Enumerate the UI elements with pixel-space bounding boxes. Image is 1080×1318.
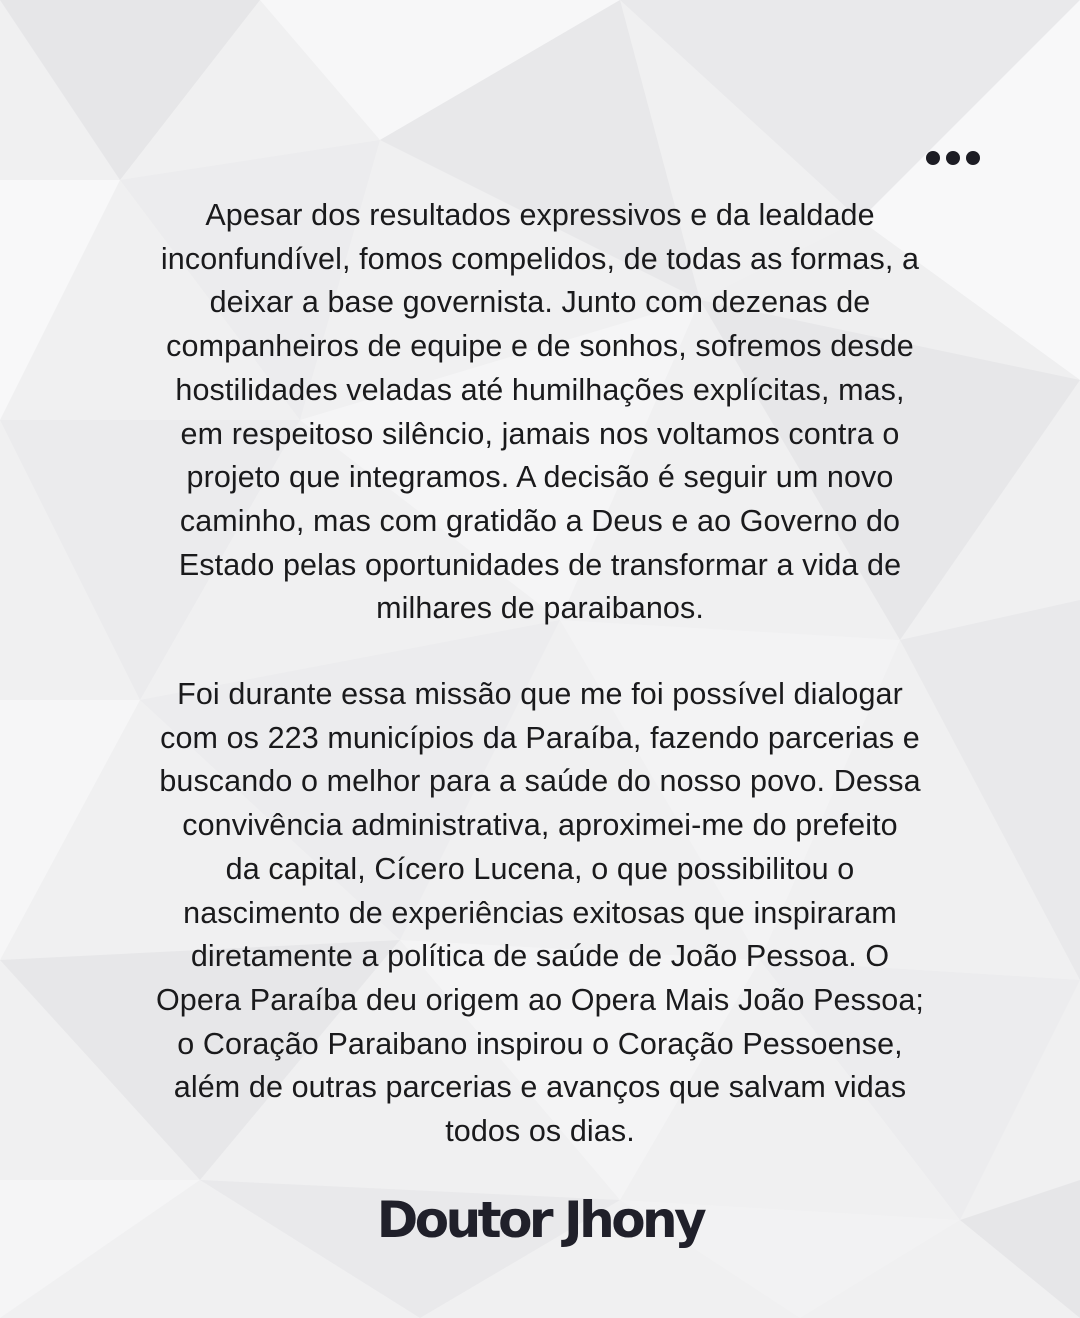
text-line: o Coração Paraibano inspirou o Coração Pessoense,	[177, 1026, 903, 1061]
dot	[966, 151, 980, 165]
text-line: diretamente a política de saúde de João Pessoa. O	[190, 939, 890, 974]
text-line: projeto que integramos. A decisão é seguir um novo	[186, 460, 894, 495]
paragraph-1	[80, 194, 1000, 631]
text-line: com os 223 municípios da Paraíba, fazendo parcerias e	[160, 720, 920, 755]
dot	[926, 151, 940, 165]
text-line: Estado pelas oportunidades de transformar a vida de	[178, 547, 902, 582]
text-line: Apesar dos resultados expressivos e da lealdade	[205, 198, 875, 232]
more-options-icon	[926, 148, 986, 168]
text-line: inconfundível, fomos compelidos, de todas as formas, a	[160, 241, 920, 276]
text-line: convivência administrativa, aproximei-me do prefeito	[182, 808, 898, 843]
text-line: todos os dias.	[445, 1114, 635, 1149]
text-line: deixar a base governista. Junto com dezenas de	[209, 285, 871, 320]
text-line: Opera Paraíba deu origem ao Opera Mais João Pessoa;	[155, 982, 925, 1017]
text-line: nascimento de experiências exitosas que inspiraram	[183, 895, 897, 930]
text-line: caminho, mas com gratidão a Deus e ao Governo do	[179, 503, 901, 538]
text-line: hostilidades veladas até humilhações explícitas, mas,	[175, 372, 905, 407]
text-line: além de outras parcerias e avanços que salvam vidas	[173, 1070, 907, 1105]
text-line: buscando o melhor para a saúde do nosso povo. Dessa	[159, 764, 921, 799]
signature-logo: Doutor Jhony	[376, 1191, 704, 1249]
dot	[946, 151, 960, 165]
text-line: da capital, Cícero Lucena, o que possibilitou o	[225, 851, 855, 886]
paragraph-2	[80, 673, 1000, 1154]
text-line: milhares de paraibanos.	[376, 591, 704, 626]
text-line: companheiros de equipe e de sonhos, sofremos desde	[166, 329, 914, 364]
text-line: Foi durante essa missão que me foi possível dialogar	[177, 677, 903, 711]
text-line: em respeitoso silêncio, jamais nos voltamos contra o	[180, 416, 900, 451]
